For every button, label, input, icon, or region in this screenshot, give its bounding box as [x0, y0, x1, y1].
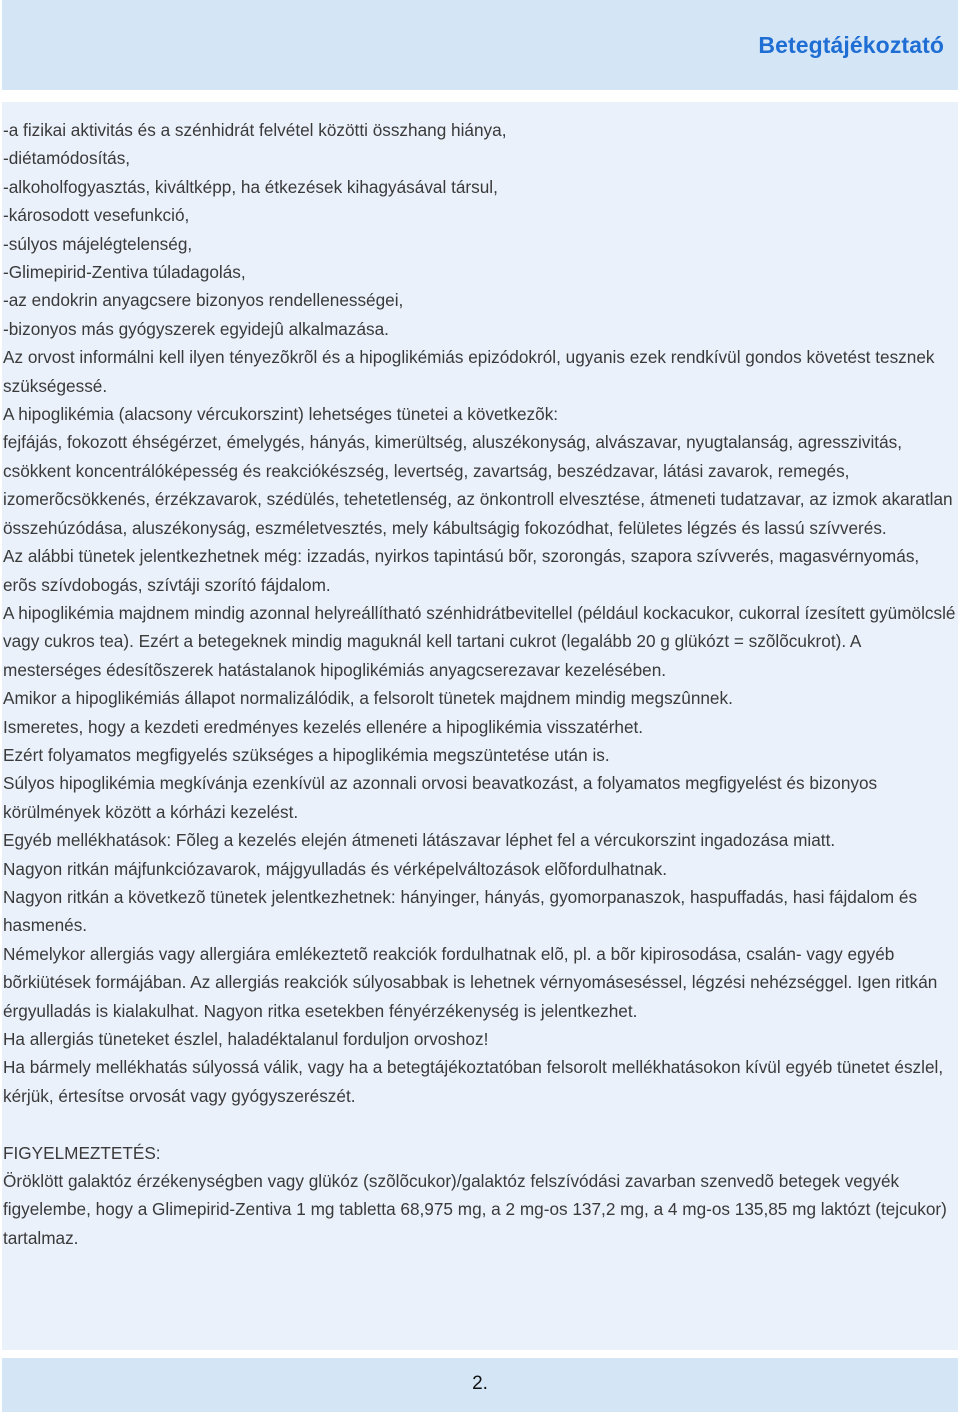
warning-heading: FIGYELMEZTETÉS: — [3, 1142, 161, 1163]
paragraph: Ha bármely mellékhatás súlyossá válik, vagy ha a betegtájékoztatóban felsorolt mellékhatásokon kívül egyéb tünetet észlel, kérjük, értesítse orvosát vagy gyógyszerészét. — [3, 1057, 944, 1106]
spacer — [3, 1110, 957, 1138]
leaflet-text — [3, 116, 957, 1252]
paragraph: Egyéb mellékhatások: Fõleg a kezelés elején átmeneti látászavar léphet fel a vércukorszint ingadozása miatt. — [3, 830, 836, 851]
paragraph: Nagyon ritkán a következõ tünetek jelentkezhetnek: hányinger, hányás, gyomorpanaszok, haspuffadás, hasi fájdalom és hasmenés. — [3, 886, 918, 936]
list-item: -az endokrin anyagcsere bizonyos rendellenességei, — [3, 290, 404, 311]
paragraph: Ismeretes, hogy a kezdeti eredményes kezelés ellenére a hipoglikémia visszatérhet. — [3, 716, 644, 737]
list-item: -bizonyos más gyógyszerek egyidejû alkalmazása. — [3, 318, 389, 339]
paragraph: Amikor a hipoglikémiás állapot normalizálódik, a felsorolt tünetek majdnem mindig megszûnnek. — [3, 688, 733, 709]
document-title: Betegtájékoztató — [758, 32, 944, 58]
list-item: -a fizikai aktivitás és a szénhidrát felvétel közötti összhang hiánya, — [3, 120, 507, 140]
paragraph: Az alábbi tünetek jelentkezhetnek még: izzadás, nyirkos tapintású bõr, szorongás, szapora szívverés, magasvérnyomás, erõs szívdobogás, szívtáji szorító fájdalom. — [3, 546, 920, 595]
content-area — [2, 102, 958, 1350]
paragraph: Súlyos hipoglikémia megkívánja ezenkívül az azonnali orvosi beavatkozást, a folyamatos megfigyelést és bizonyos körülmények között a kórházi kezelést. — [3, 773, 878, 822]
list-item: -súlyos májelégtelenség, — [3, 233, 193, 254]
warning-text: Öröklött galaktóz érzékenységben vagy glükóz (szõlõcukor)/galaktóz felszívódási zavarban szenvedõ betegek vegyék figyelembe, hogy a Glimepirid-Zentiva 1 mg tabletta 68,975 mg, a 2 mg-os 137,2 mg, a 4 mg-os 135,85 mg laktózt (tejcukor) tartalmaz. — [3, 1171, 947, 1248]
paragraph: Ezért folyamatos megfigyelés szükséges a hipoglikémia megszüntetése után is. — [3, 744, 610, 765]
page-footer — [2, 1358, 958, 1412]
list-item: -károsodott vesefunkció, — [3, 205, 190, 226]
paragraph: Nagyon ritkán májfunkciózavarok, májgyulladás és vérképelváltozások elõfordulhatnak. — [3, 858, 667, 879]
page-header — [2, 0, 958, 90]
list-item: -Glimepirid-Zentiva túladagolás, — [3, 262, 246, 283]
paragraph: Némelykor allergiás vagy allergiára emlékeztetõ reakciók fordulhatnak elõ, pl. a bõr kipirosodása, csalán- vagy egyéb bõrkiütések formájában. Az allergiás reakciók súlyosabbak is lehetnek vérnyomáseséssel, légzési nehézséggel. Igen ritkán érgyulladás is kialakulhat. Nagyon ritka esetekben fényérzékenység is jelentkezhet. — [3, 943, 938, 1021]
page-number: 2. — [472, 1373, 488, 1394]
list-item: -diétamódosítás, — [3, 148, 131, 169]
paragraph: Az orvost informálni kell ilyen tényezõkrõl és a hipoglikémiás epizódokról, ugyanis ezek rendkívül gondos követést tesznek szükségessé. — [3, 347, 935, 396]
paragraph: fejfájás, fokozott éhségérzet, émelygés, hányás, kimerültség, aluszékonyság, alvászavar, nyugtalanság, agresszivitás, csökkent koncentrálóképesség és reakciókészség, levertség, zavartság, beszédzavar, látási zavarok, remegés, izomerõcsökkenés, érzékzavarok, szédülés, tehetetlenség, az önkontroll elvesztése, átmeneti tudatzavar, az izmok akaratlan összehúzódása, aluszékonyság, eszméletvesztés, mely kábultságig fokozódhat, felületes légzés és lassú szívverés. — [3, 432, 953, 538]
paragraph: Ha allergiás tüneteket észlel, haladéktalanul forduljon orvoshoz! — [3, 1029, 489, 1049]
list-item: -alkoholfogyasztás, kiváltképp, ha étkezések kihagyásával társul, — [3, 176, 498, 197]
paragraph: A hipoglikémia majdnem mindig azonnal helyreállítható szénhidrátbevitellel (például kockacukor, cukorral ízesített gyümölcslé vagy cukros tea). Ezért a betegeknek mindig maguknál kell tartani cukrot (legalább 20 g glükózt = szõlõcukrot). A mesterséges édesítõszerek hatástalanok hipoglikémiás anyagcserezavar kezelésében. — [3, 602, 956, 680]
paragraph: A hipoglikémia (alacsony vércukorszint) lehetséges tünetei a következõk: — [3, 404, 559, 425]
